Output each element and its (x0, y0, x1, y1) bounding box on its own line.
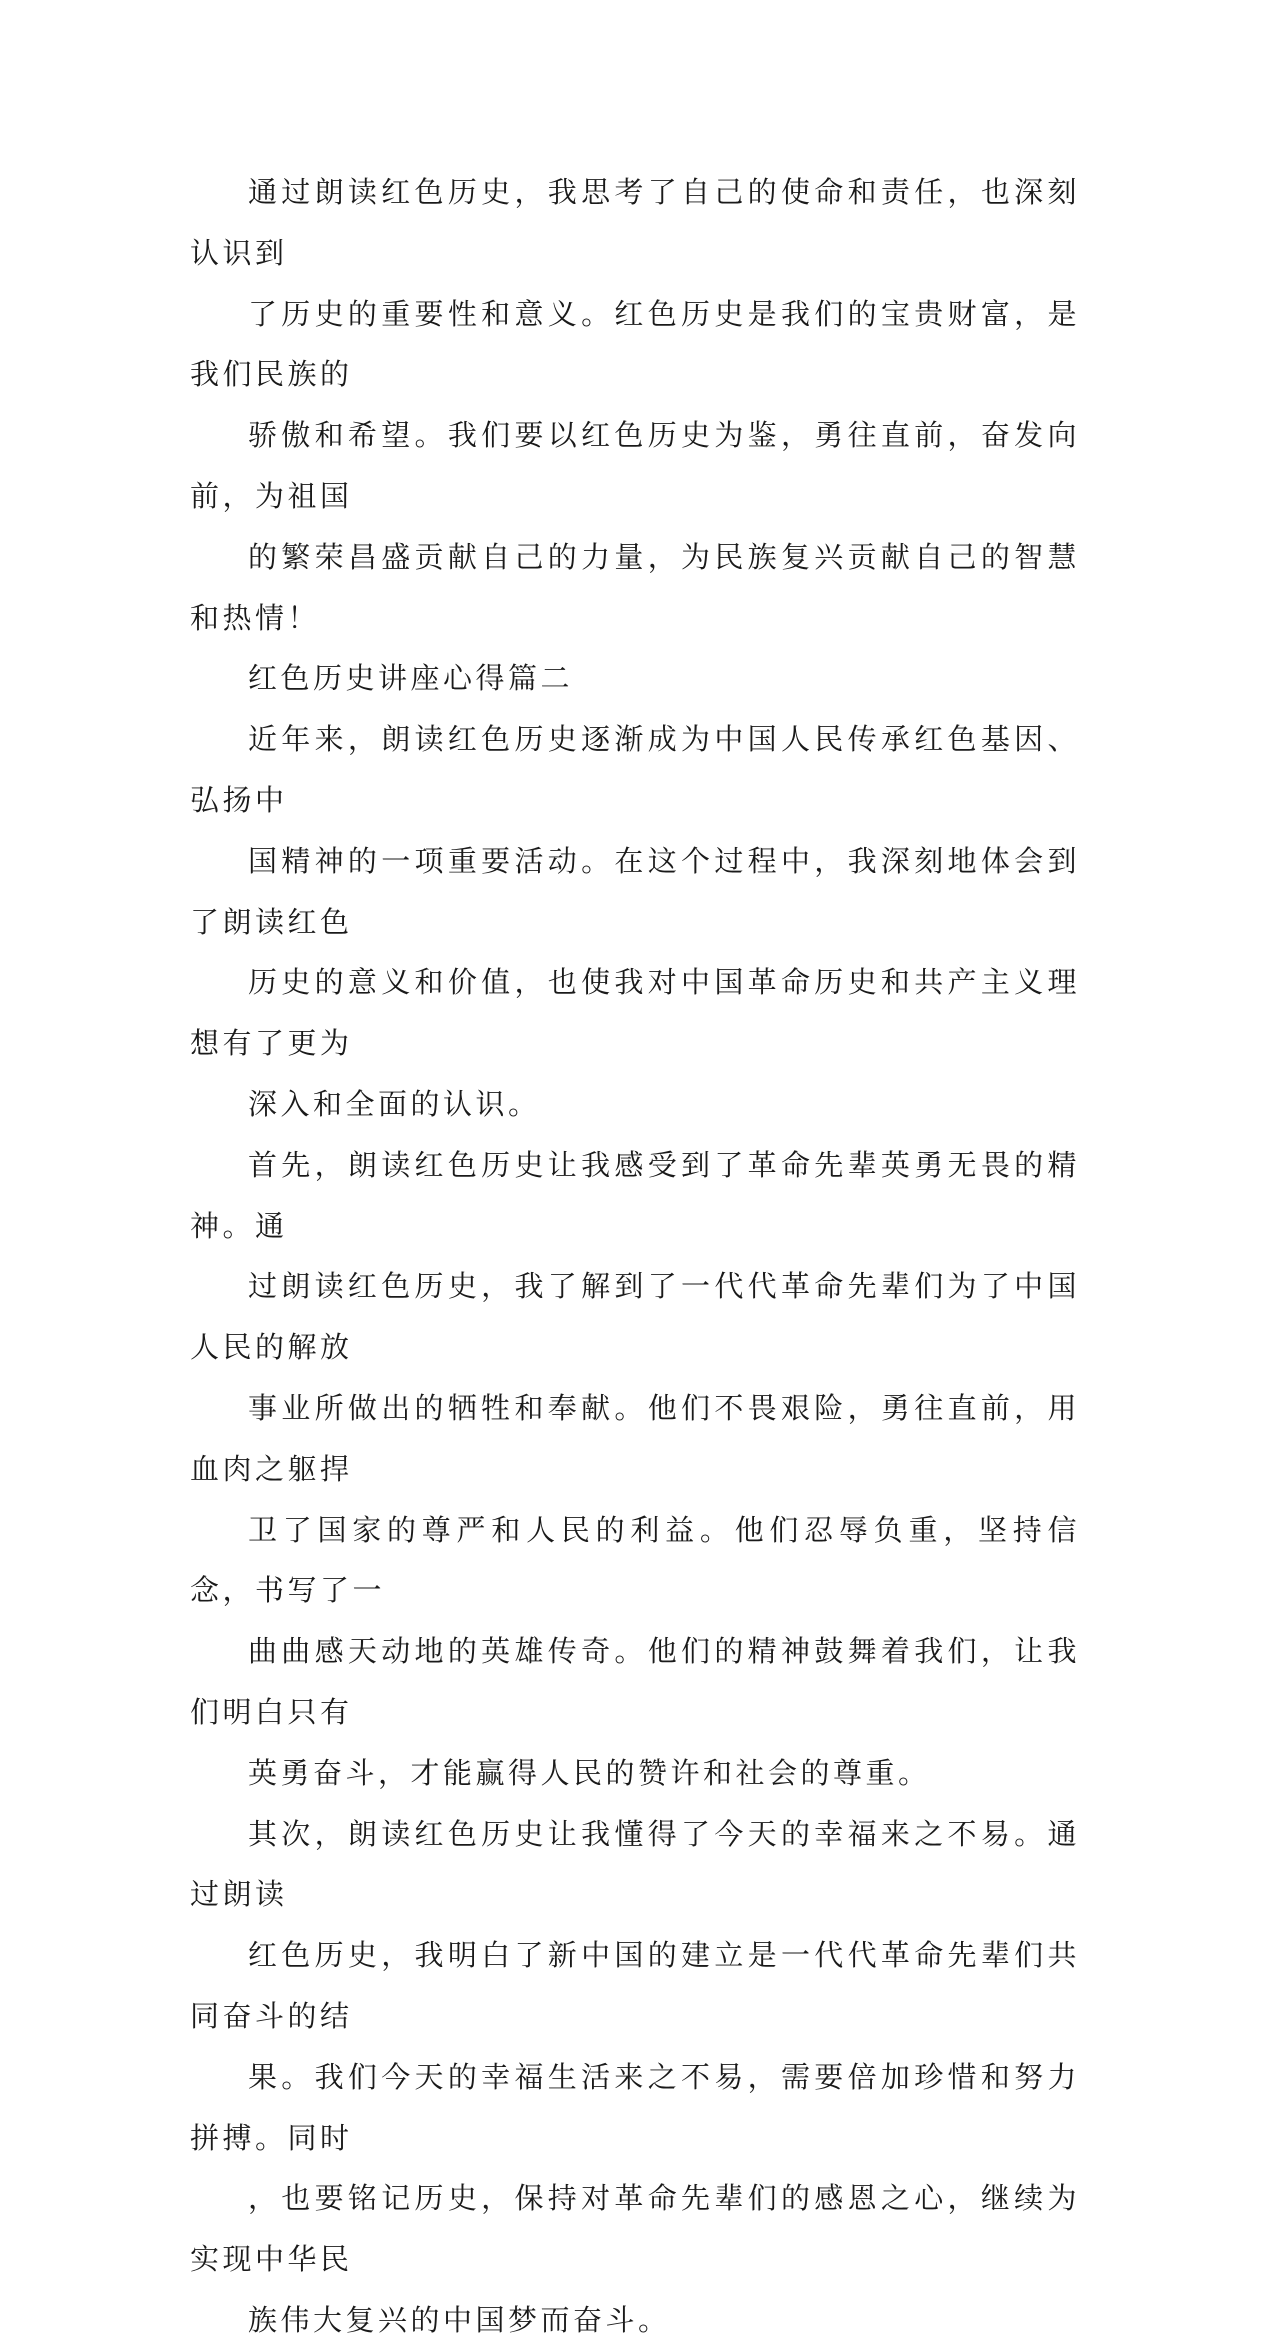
text-line: 果。我们今天的幸福生活来之不易，需要倍加珍惜和努力拼搏。同时 (190, 2059, 1080, 2155)
paragraph-second (190, 1804, 1080, 2351)
text-line: 英勇奋斗，才能赢得人民的赞许和社会的尊重。 (248, 1755, 931, 1790)
section-heading (190, 648, 1080, 709)
text-line: 过朗读红色历史，我了解到了一代代革命先辈们为了中国人民的解放 (190, 1269, 1080, 1365)
text-line: 其次，朗读红色历史让我懂得了今天的幸福来之不易。通过朗读 (190, 1816, 1080, 1912)
text-line: ，也要铭记历史，保持对革命先辈们的感恩之心，继续为实现中华民 (190, 2181, 1080, 2277)
document-body (190, 162, 1080, 2351)
text-line: 事业所做出的牺牲和奉献。他们不畏艰险，勇往直前，用血肉之躯捍 (190, 1390, 1080, 1486)
paragraph-first (190, 1135, 1080, 1804)
paragraph-recent-years (190, 709, 1080, 1135)
text-line: 红色历史，我明白了新中国的建立是一代代革命先辈们共同奋斗的结 (190, 1938, 1080, 2033)
heading-text: 红色历史讲座心得篇二 (248, 661, 574, 696)
text-line: 族伟大复兴的中国梦而奋斗。 (248, 2302, 671, 2337)
text-line: 首先，朗读红色历史让我感受到了革命先辈英勇无畏的精神。通 (190, 1147, 1080, 1243)
text-line: 深入和全面的认识。 (248, 1086, 541, 1121)
text-line: 骄傲和希望。我们要以红色历史为鉴，勇往直前，奋发向前，为祖国 (190, 418, 1080, 513)
text-line: 曲曲感天动地的英雄传奇。他们的精神鼓舞着我们，让我们明白只有 (190, 1634, 1080, 1729)
text-line: 的繁荣昌盛贡献自己的力量，为民族复兴贡献自己的智慧和热情！ (190, 539, 1080, 635)
text-line: 通过朗读红色历史，我思考了自己的使命和责任，也深刻认识到 (190, 175, 1080, 270)
text-line: 卫了国家的尊严和人民的利益。他们忍辱负重，坚持信念，书写了一 (190, 1512, 1080, 1608)
paragraph-intro-conclusion (190, 162, 1080, 648)
text-line: 近年来，朗读红色历史逐渐成为中国人民传承红色基因、弘扬中 (190, 722, 1080, 817)
text-line: 历史的意义和价值，也使我对中国革命历史和共产主义理想有了更为 (190, 965, 1080, 1061)
text-line: 了历史的重要性和意义。红色历史是我们的宝贵财富，是我们民族的 (190, 296, 1080, 392)
text-line: 国精神的一项重要活动。在这个过程中，我深刻地体会到了朗读红色 (190, 843, 1080, 939)
